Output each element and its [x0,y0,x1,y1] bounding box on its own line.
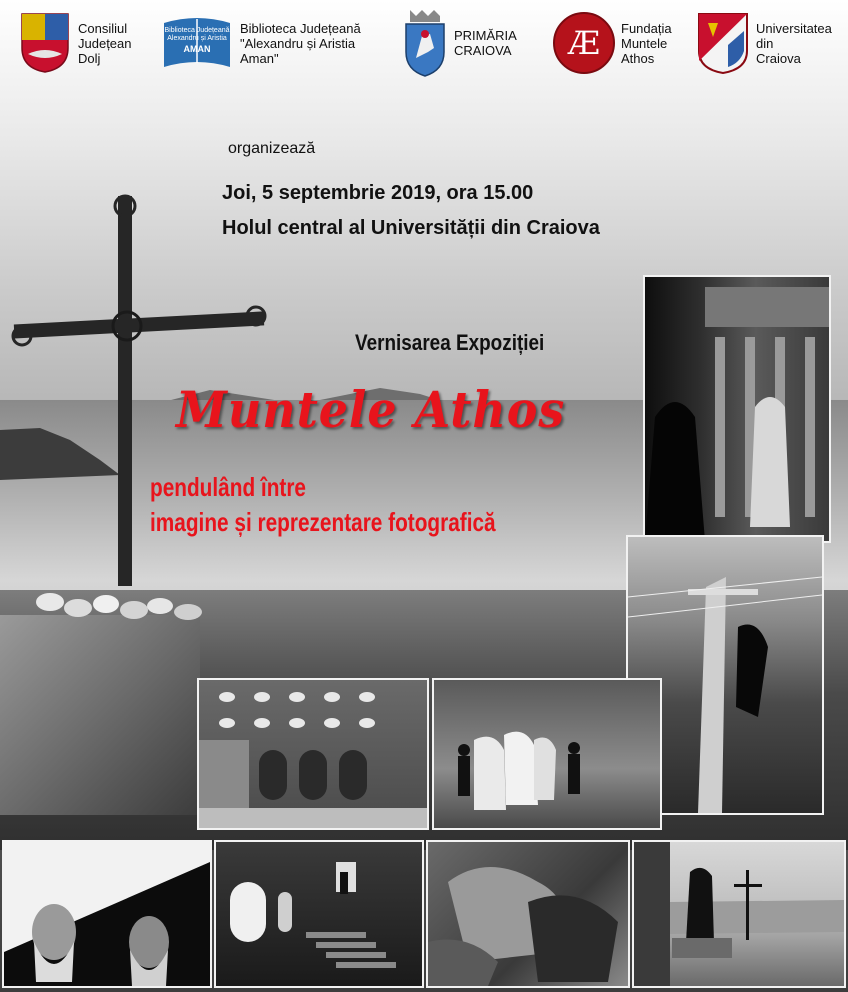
stone-wall [0,615,200,815]
logo-text-line: Athos [621,50,655,66]
procession-scene [434,680,660,828]
monk-cross-scene [634,842,844,986]
logo-text-line: Biblioteca Județeană [240,20,361,36]
event-date-time: Joi, 5 septembrie 2019, ora 15.00 [222,182,534,204]
logo-fundatia-muntele-athos [553,8,672,78]
courtyard-arches-scene [199,680,427,828]
athos-foundation-icon: Æ [553,12,615,74]
badge-line: Biblioteca Județeană [164,27,230,34]
exhibition-title: Muntele Athos [176,380,566,439]
badge-line: AMAN [183,44,211,54]
organizer-verb: organizează [228,140,316,157]
logo-text-line: Dolj [78,50,101,66]
logo-text-line: Aman" [240,50,279,66]
monastery-courtyard-photo [197,678,429,830]
rocks-scene [428,842,628,986]
event-venue: Holul central al Universității din Craiova [222,217,600,239]
open-book-icon [160,11,234,75]
rocks-photo [426,840,630,988]
monks-iconostasis-photo [643,275,831,543]
white-stones [30,582,210,622]
exhibition-subtitle-line1: pendulând între [150,472,306,502]
badge-line: Alexandru și Aristia [167,35,227,42]
logo-text-line: Fundația [621,20,672,36]
two-monks-portrait-photo [2,840,212,988]
logo-text-line: Consiliul [78,20,128,36]
iconostasis-scene [645,277,829,541]
logo-text-line: Craiova [756,50,801,66]
exhibition-opening-label: Vernisarea Expoziției [355,330,545,355]
procession-photo [432,678,662,830]
logo-biblioteca-aman [160,8,361,78]
university-crest-icon [696,11,750,75]
logo-text-line: Universitatea [756,20,832,36]
logo-text-line: din [756,35,774,51]
craiova-coat-of-arms-icon [402,8,448,78]
logo-text-line: Județean [78,35,132,51]
monk-at-cross-photo [632,840,846,988]
logo-text-line: Muntele [621,35,668,51]
logo-text-line: CRAIOVA [454,43,512,58]
logo-consiliul-judetean-dolj [18,8,132,78]
arched-staircase-photo [214,840,424,988]
logo-text-line: "Alexandru și Aristia [240,35,356,51]
staircase-scene [216,842,422,986]
exhibition-subtitle-line2: imagine și reprezentare fotografică [150,507,496,537]
dolj-coat-of-arms-icon [18,12,72,74]
logo-text-line: PRIMĂRIA [454,28,517,43]
logo-universitatea-din-craiova [696,8,832,78]
portrait-scene [4,842,210,986]
logo-primaria-craiova [402,8,517,78]
